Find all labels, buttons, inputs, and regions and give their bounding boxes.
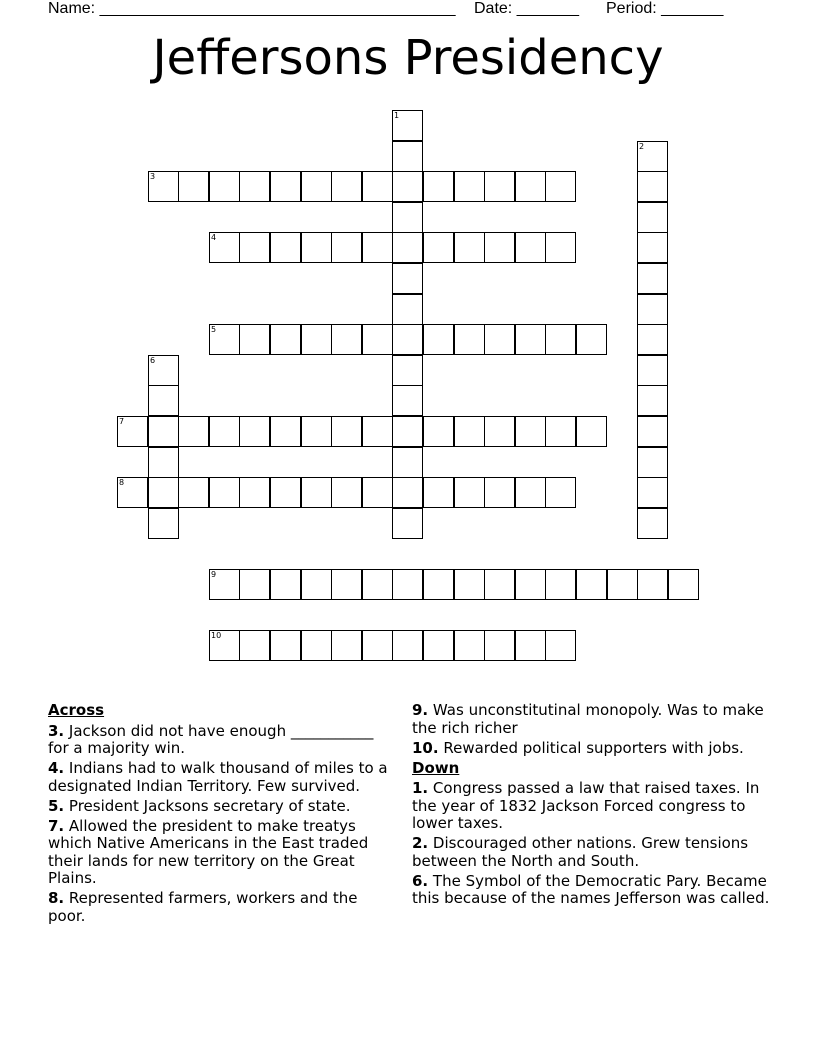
clue-number: 6. (412, 871, 429, 890)
crossword-cell[interactable] (148, 508, 179, 539)
crossword-cell[interactable] (515, 477, 546, 508)
clue-number: 1. (412, 779, 429, 797)
crossword-cell[interactable] (331, 630, 362, 661)
across-clue-4 (48, 760, 398, 795)
crossword-cell[interactable] (209, 630, 240, 661)
crossword-cell[interactable] (392, 385, 423, 416)
crossword-cell[interactable] (331, 171, 362, 202)
crossword-cell[interactable] (484, 569, 515, 600)
crossword-cell[interactable] (637, 202, 668, 233)
across-clue-3 (48, 723, 398, 758)
crossword-cell[interactable] (545, 630, 576, 661)
crossword-cell[interactable] (331, 477, 362, 508)
crossword-cell[interactable] (148, 171, 179, 202)
crossword-cell[interactable] (545, 324, 576, 355)
clue-number-label: 5 (211, 325, 217, 334)
crossword-cell[interactable] (117, 416, 148, 447)
crossword-cell[interactable] (392, 232, 423, 263)
crossword-cell[interactable] (392, 294, 423, 325)
crossword-cell[interactable] (239, 171, 270, 202)
clue-text: Jackson did not have enough ___________ for a majority win. (48, 721, 374, 757)
down-heading: Down (412, 758, 460, 777)
across-heading: Across (48, 701, 105, 719)
clues-left-column (48, 702, 398, 928)
clue-number-label: 8 (119, 478, 125, 487)
clue-number: 4. (48, 759, 65, 777)
clue-number-label: 10 (211, 631, 222, 640)
crossword-cell[interactable] (301, 569, 332, 600)
crossword-cell[interactable] (637, 294, 668, 325)
across-clue-9 (412, 702, 772, 737)
clue-text: Allowed the president to make treatys which Native Americans in the East traded their lands for new territory on the Great Plains. (48, 816, 369, 887)
clue-number-label: 7 (119, 417, 125, 426)
crossword-cell[interactable] (423, 171, 454, 202)
crossword-cell[interactable] (239, 477, 270, 508)
date-field: Date: _______ (474, 0, 579, 17)
crossword-cell[interactable] (392, 447, 423, 478)
crossword-cell[interactable] (637, 324, 668, 355)
crossword-cell[interactable] (637, 355, 668, 386)
crossword-cell[interactable] (545, 171, 576, 202)
crossword-cell[interactable] (454, 324, 485, 355)
period-field: Period: _______ (606, 0, 724, 17)
crossword-cell[interactable] (515, 416, 546, 447)
crossword-cell[interactable] (148, 477, 179, 508)
crossword-cell[interactable] (484, 477, 515, 508)
crossword-cell[interactable] (301, 171, 332, 202)
crossword-cell[interactable] (392, 263, 423, 294)
crossword-cell[interactable] (576, 416, 607, 447)
crossword-cell[interactable] (209, 324, 240, 355)
crossword-cell[interactable] (362, 171, 393, 202)
clue-number: 3. (48, 721, 65, 740)
crossword-cell[interactable] (392, 569, 423, 600)
crossword-cell[interactable] (637, 569, 668, 600)
crossword-cell[interactable] (117, 477, 148, 508)
crossword-cell[interactable] (362, 324, 393, 355)
clue-text: Indians had to walk thousand of miles to a designated Indian Territory. Few survived. (48, 759, 388, 795)
crossword-cell[interactable] (423, 477, 454, 508)
crossword-cell[interactable] (392, 630, 423, 661)
crossword-cell[interactable] (362, 232, 393, 263)
crossword-cell[interactable] (423, 569, 454, 600)
crossword-cell[interactable] (637, 141, 668, 172)
crossword-cell[interactable] (515, 171, 546, 202)
crossword-cell[interactable] (515, 630, 546, 661)
crossword-cell[interactable] (484, 416, 515, 447)
crossword-cell[interactable] (392, 202, 423, 233)
crossword-cell[interactable] (668, 569, 699, 600)
clue-number-label: 4 (211, 233, 217, 242)
crossword-cell[interactable] (362, 630, 393, 661)
crossword-cell[interactable] (270, 477, 301, 508)
crossword-cell[interactable] (392, 324, 423, 355)
crossword-cell[interactable] (301, 477, 332, 508)
crossword-cell[interactable] (545, 477, 576, 508)
crossword-cell[interactable] (178, 477, 209, 508)
crossword-cell[interactable] (362, 569, 393, 600)
crossword-cell[interactable] (637, 232, 668, 263)
crossword-cell[interactable] (454, 630, 485, 661)
crossword-cell[interactable] (392, 141, 423, 172)
crossword-cell[interactable] (515, 232, 546, 263)
crossword-cell[interactable] (454, 477, 485, 508)
crossword-cell[interactable] (454, 416, 485, 447)
crossword-cell[interactable] (270, 232, 301, 263)
clues-right-column (412, 702, 772, 910)
clue-text: Was unconstitutinal monopoly. Was to make the rich richer (412, 701, 764, 737)
crossword-cell[interactable] (148, 385, 179, 416)
crossword-cell[interactable] (637, 263, 668, 294)
crossword-cell[interactable] (576, 569, 607, 600)
crossword-cell[interactable] (239, 324, 270, 355)
crossword-cell[interactable] (239, 232, 270, 263)
crossword-cell[interactable] (515, 569, 546, 600)
crossword-cell[interactable] (454, 569, 485, 600)
clue-number: 2. (412, 834, 429, 852)
across-clue-7 (48, 818, 398, 888)
crossword-cell[interactable] (484, 324, 515, 355)
crossword-cell[interactable] (637, 416, 668, 447)
crossword-cell[interactable] (545, 416, 576, 447)
clue-text: Rewarded political supporters with jobs. (443, 738, 744, 757)
crossword-cell[interactable] (270, 171, 301, 202)
clue-text: The Symbol of the Democratic Pary. Became this because of the names Jefferson was called. (412, 871, 770, 907)
crossword-cell[interactable] (454, 232, 485, 263)
down-clue-2 (412, 835, 772, 870)
crossword-cell[interactable] (637, 477, 668, 508)
clue-text: President Jacksons secretary of state. (68, 796, 351, 815)
crossword-cell[interactable] (270, 630, 301, 661)
crossword-cell[interactable] (423, 324, 454, 355)
page-title: Jeffersons Presidency (152, 30, 664, 86)
clue-number-label: 2 (639, 142, 645, 151)
crossword-cell[interactable] (423, 232, 454, 263)
crossword-cell[interactable] (209, 569, 240, 600)
crossword-cell[interactable] (239, 416, 270, 447)
crossword-cell[interactable] (515, 324, 546, 355)
crossword-cell[interactable] (484, 232, 515, 263)
crossword-cell[interactable] (209, 477, 240, 508)
crossword-cell[interactable] (178, 416, 209, 447)
crossword-cell[interactable] (148, 355, 179, 386)
crossword-cell[interactable] (270, 569, 301, 600)
clue-text: Discouraged other nations. Grew tensions between the North and South. (412, 834, 749, 870)
clue-number: 7. (48, 816, 65, 835)
crossword-cell[interactable] (178, 171, 209, 202)
crossword-cell[interactable] (362, 416, 393, 447)
crossword-cell[interactable] (270, 416, 301, 447)
down-clue-6 (412, 873, 772, 908)
crossword-cell[interactable] (637, 385, 668, 416)
across-clue-8 (48, 890, 398, 925)
crossword-cell[interactable] (545, 232, 576, 263)
crossword-cell[interactable] (331, 569, 362, 600)
crossword-cell[interactable] (576, 324, 607, 355)
crossword-cell[interactable] (392, 416, 423, 447)
crossword-cell[interactable] (607, 569, 638, 600)
crossword-cell[interactable] (148, 447, 179, 478)
crossword-cell[interactable] (392, 355, 423, 386)
clue-number: 8. (48, 889, 65, 907)
crossword-cell[interactable] (239, 630, 270, 661)
clue-number-label: 3 (150, 172, 156, 181)
crossword-cell[interactable] (423, 416, 454, 447)
crossword-cell[interactable] (484, 630, 515, 661)
crossword-cell[interactable] (209, 171, 240, 202)
crossword-cell[interactable] (331, 324, 362, 355)
crossword-cell[interactable] (637, 508, 668, 539)
clue-text: Congress passed a law that raised taxes. In the year of 1832 Jackson Forced congress to lower taxes. (412, 779, 760, 832)
down-clue-1 (412, 780, 772, 833)
clue-number: 5. (48, 796, 65, 815)
crossword-cell[interactable] (392, 110, 423, 141)
across-clue-10 (412, 740, 772, 758)
crossword-cell[interactable] (301, 630, 332, 661)
crossword-cell[interactable] (392, 171, 423, 202)
crossword-cell[interactable] (392, 508, 423, 539)
crossword-cell[interactable] (454, 171, 485, 202)
clue-number-label: 1 (394, 111, 400, 120)
clue-number: 10. (412, 738, 439, 757)
crossword-cell[interactable] (331, 232, 362, 263)
crossword-cell[interactable] (392, 477, 423, 508)
crossword-cell[interactable] (148, 416, 179, 447)
crossword-cell[interactable] (239, 569, 270, 600)
crossword-cell[interactable] (301, 416, 332, 447)
crossword-cell[interactable] (209, 232, 240, 263)
name-field: Name: ________________________________________ (48, 0, 456, 17)
crossword-cell[interactable] (484, 171, 515, 202)
crossword-cell[interactable] (209, 416, 240, 447)
crossword-cell[interactable] (301, 324, 332, 355)
across-clue-5 (48, 798, 398, 816)
crossword-cell[interactable] (545, 569, 576, 600)
crossword-cell[interactable] (301, 232, 332, 263)
crossword-cell[interactable] (423, 630, 454, 661)
clue-number-label: 9 (211, 570, 217, 579)
clue-number: 9. (412, 701, 429, 719)
clue-number-label: 6 (150, 356, 156, 365)
crossword-cell[interactable] (637, 447, 668, 478)
crossword-cell[interactable] (270, 324, 301, 355)
crossword-cell[interactable] (331, 416, 362, 447)
clue-text: Represented farmers, workers and the poor. (48, 889, 358, 925)
crossword-cell[interactable] (362, 477, 393, 508)
crossword-cell[interactable] (637, 171, 668, 202)
